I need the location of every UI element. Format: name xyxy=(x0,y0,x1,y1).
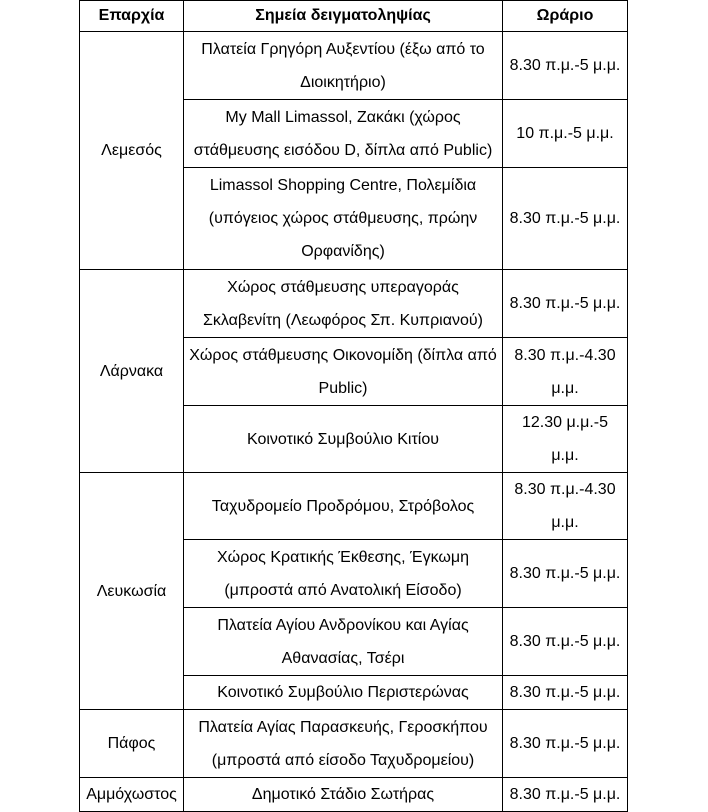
location-cell: Χώρος Κρατικής Έκθεσης, Έγκωμη (μπροστά από Ανατολική Είσοδο) xyxy=(184,540,503,608)
location-cell: Κοινοτικό Συμβούλιο Κιτίου xyxy=(184,406,503,473)
location-cell: Χώρος στάθμευσης υπεραγοράς Σκλαβενίτη (Λεωφόρος Σπ. Κυπριανού) xyxy=(184,270,503,338)
province-cell: Λευκωσία xyxy=(80,473,184,710)
table-row xyxy=(80,778,628,812)
hours-cell: 8.30 π.μ.-5 μ.μ. xyxy=(503,676,628,710)
hours-cell: 8.30 π.μ.-5 μ.μ. xyxy=(503,608,628,676)
hours-cell: 8.30 π.μ.-4.30 μ.μ. xyxy=(503,338,628,406)
table-row xyxy=(80,270,628,338)
location-cell: Πλατεία Αγίας Παρασκευής, Γεροσκήπου (μπροστά από είσοδο Ταχυδρομείου) xyxy=(184,710,503,778)
location-cell: Χώρος στάθμευσης Οικονομίδη (δίπλα από Public) xyxy=(184,338,503,406)
hours-cell: 8.30 π.μ.-4.30 μ.μ. xyxy=(503,473,628,540)
header-locations: Σημεία δειγματοληψίας xyxy=(184,1,503,32)
hours-cell: 8.30 π.μ.-5 μ.μ. xyxy=(503,168,628,270)
location-cell: Δημοτικό Στάδιο Σωτήρας xyxy=(184,778,503,812)
province-cell: Πάφος xyxy=(80,710,184,778)
hours-cell: 12.30 μ.μ.-5 μ.μ. xyxy=(503,406,628,473)
header-row xyxy=(80,1,628,32)
table-row xyxy=(80,710,628,778)
location-cell: Πλατεία Γρηγόρη Αυξεντίου (έξω από το Διοικητήριο) xyxy=(184,32,503,100)
hours-cell: 8.30 π.μ.-5 μ.μ. xyxy=(503,778,628,812)
province-cell: Αμμόχωστος xyxy=(80,778,184,812)
hours-cell: 8.30 π.μ.-5 μ.μ. xyxy=(503,540,628,608)
hours-cell: 8.30 π.μ.-5 μ.μ. xyxy=(503,270,628,338)
hours-cell: 8.30 π.μ.-5 μ.μ. xyxy=(503,710,628,778)
location-cell: Κοινοτικό Συμβούλιο Περιστερώνας xyxy=(184,676,503,710)
location-cell: Ταχυδρομείο Προδρόμου, Στρόβολος xyxy=(184,473,503,540)
table-row xyxy=(80,473,628,540)
sampling-points-table xyxy=(79,0,628,812)
header-hours: Ωράριο xyxy=(503,1,628,32)
hours-cell: 10 π.μ.-5 μ.μ. xyxy=(503,100,628,168)
header-province: Επαρχία xyxy=(80,1,184,32)
location-cell: My Mall Limassol, Ζακάκι (χώρος στάθμευσης εισόδου D, δίπλα από Public) xyxy=(184,100,503,168)
location-cell: Limassol Shopping Centre, Πολεμίδια (υπόγειος χώρος στάθμευσης, πρώην Ορφανίδης) xyxy=(184,168,503,270)
province-cell: Λεμεσός xyxy=(80,32,184,270)
province-cell: Λάρνακα xyxy=(80,270,184,473)
hours-cell: 8.30 π.μ.-5 μ.μ. xyxy=(503,32,628,100)
table-row xyxy=(80,32,628,100)
location-cell: Πλατεία Αγίου Ανδρονίκου και Αγίας Αθανασίας, Τσέρι xyxy=(184,608,503,676)
